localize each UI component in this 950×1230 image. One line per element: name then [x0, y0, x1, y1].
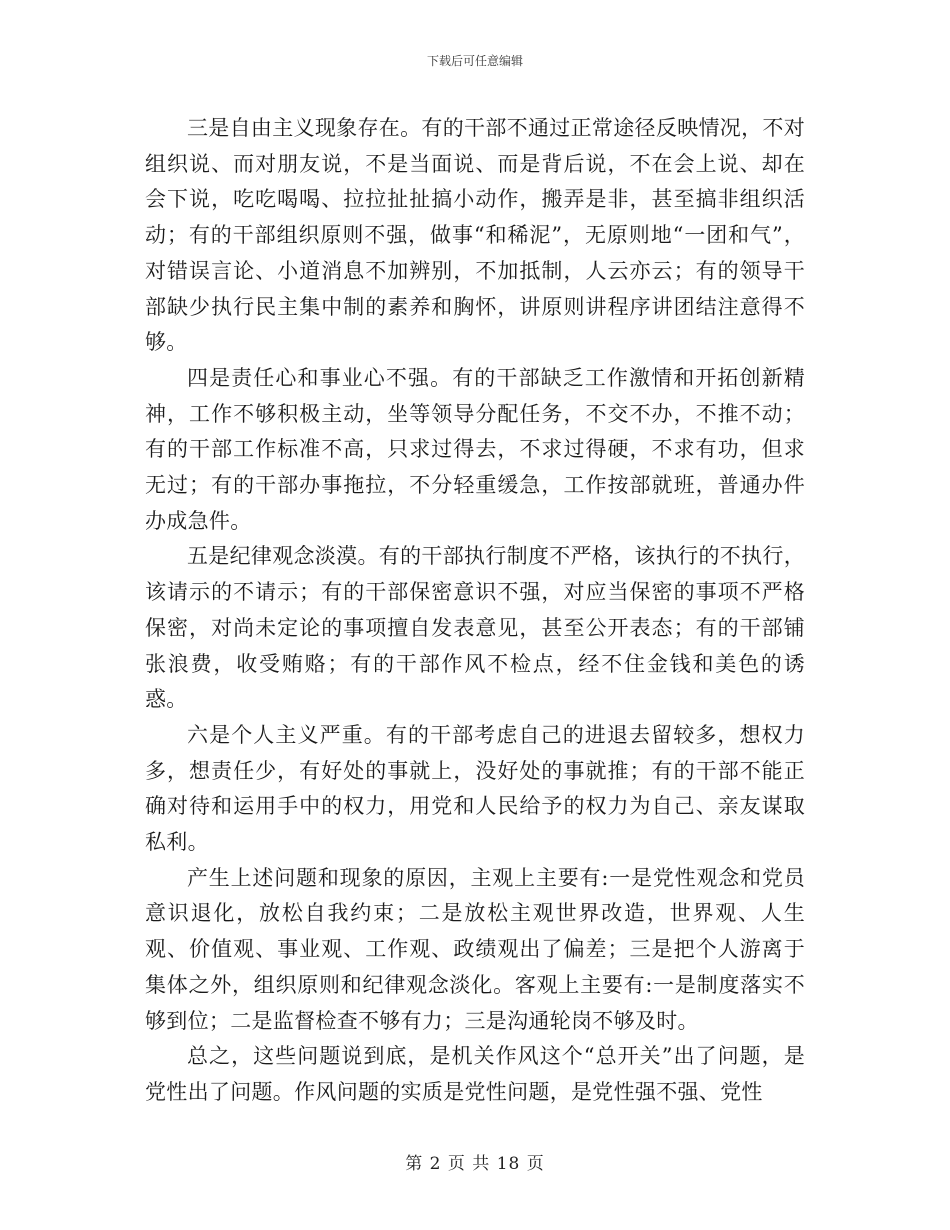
page-header: 下载后可任意编辑 — [426, 54, 523, 68]
document-body — [145, 111, 805, 1111]
paragraph-individualism: 六是个人主义严重。有的干部考虑自己的进退去留较多，想权力多，想责任少，有好处的事就上，没好处的事就推；有的干部不能正确对待和运用手中的权力，用党和人民给予的权力为自己、亲友谋取私利。 — [145, 722, 805, 855]
paragraph-responsibility: 四是责任心和事业心不强。有的干部缺乏工作激情和开拓创新精神，工作不够积极主动，坐等领导分配任务，不交不办，不推不动；有的干部工作标准不高，只求过得去，不求过得硬，不求有功，但求无过；有的干部办事拖拉，不分轻重缓急，工作按部就班，普通办件办成急件。 — [145, 365, 805, 533]
page-number-footer: 第 2 页 共 18 页 — [405, 1154, 545, 1174]
paragraph-liberalism: 三是自由主义现象存在。有的干部不通过正常途径反映情况，不对组织说、而对朋友说，不是当面说、而是背后说，不在会上说、却在会下说，吃吃喝喝、拉拉扯扯搞小动作，搬弄是非，甚至搞非组织活动；有的干部组织原则不强，做事“和稀泥”，无原则地“一团和气”，对错误言论、小道消息不加辨别，不加抵制，人云亦云；有的领导干部缺少执行民主集中制的素养和胸怀，讲原则讲程序讲团结注意得不够。 — [145, 116, 805, 355]
paragraph-conclusion: 总之，这些问题说到底，是机关作风这个“总开关”出了问题，是党性出了问题。作风问题的实质是党性问题，是党性强不强、党性 — [145, 1044, 805, 1104]
paragraph-discipline: 五是纪律观念淡漠。有的干部执行制度不严格，该执行的不执行，该请示的不请示；有的干部保密意识不强，对应当保密的事项不严格保密，对尚未定论的事项擅自发表意见，甚至公开表态；有的干部铺张浪费，收受贿赂；有的干部作风不检点，经不住金钱和美色的诱惑。 — [145, 544, 805, 712]
paragraph-causes: 产生上述问题和现象的原因，主观上主要有:一是党性观念和党员意识退化，放松自我约束；二是放松主观世界改造，世界观、人生观、价值观、事业观、工作观、政绩观出了偏差；三是把个人游离于集体之外，组织原则和纪律观念淡化。客观上主要有:一是制度落实不够到位；二是监督检查不够有力；三是沟通轮岗不够及时。 — [145, 865, 805, 1033]
